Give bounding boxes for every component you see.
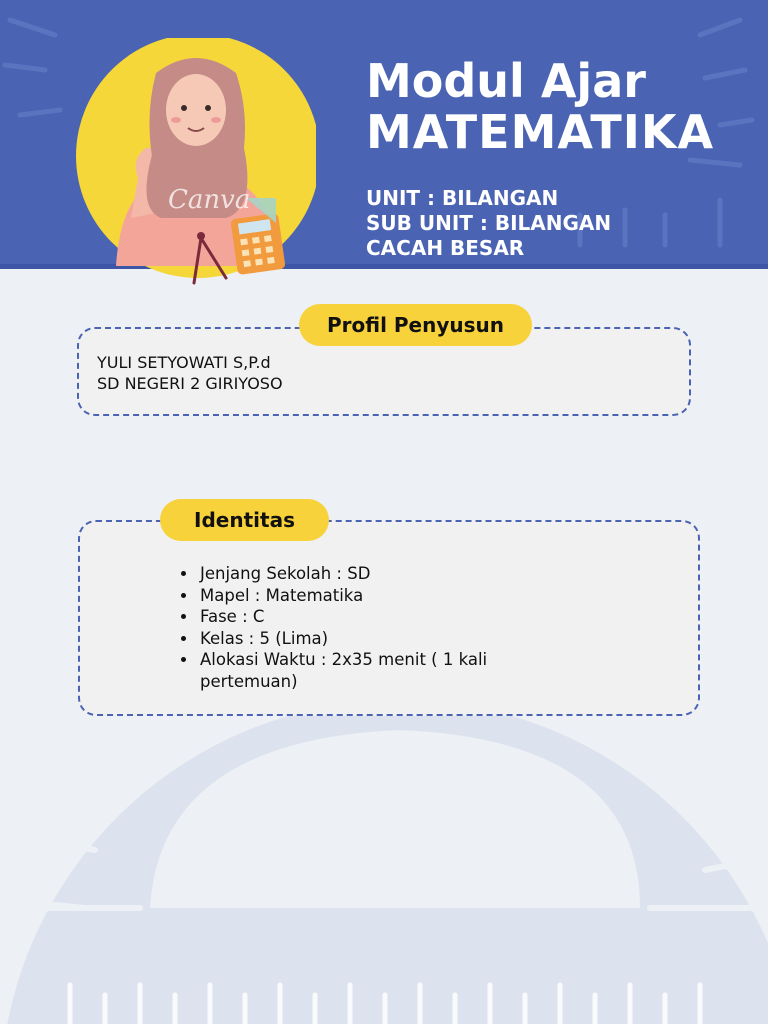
list-item: • Alokasi Waktu : 2x35 menit ( 1 kali pertemuan)	[198, 649, 568, 692]
title-line-2: MATEMATIKA	[366, 104, 715, 159]
list-item: • Fase : C	[198, 606, 568, 628]
canva-watermark: Canva	[168, 185, 251, 215]
identitas-heading: Identitas	[160, 499, 329, 541]
author-name: YULI SETYOWATI S,P.d	[97, 353, 271, 372]
sub-unit-label-1: SUB UNIT : BILANGAN	[366, 211, 612, 235]
profil-content	[97, 352, 283, 394]
author-school: SD NEGERI 2 GIRIYOSO	[97, 374, 283, 393]
identitas-list	[176, 563, 568, 692]
unit-info	[366, 186, 611, 261]
sub-unit-label-2: CACAH BESAR	[366, 236, 525, 260]
title-line-1: Modul Ajar	[366, 54, 646, 108]
list-item: • Mapel : Matematika	[198, 585, 568, 607]
profil-heading: Profil Penyusun	[299, 304, 532, 346]
unit-label: UNIT : BILANGAN	[366, 186, 559, 210]
teacher-illustration	[76, 38, 316, 288]
list-item: • Kelas : 5 (Lima)	[198, 628, 568, 650]
list-item: • Jenjang Sekolah : SD	[198, 563, 568, 585]
document-title	[366, 56, 714, 157]
